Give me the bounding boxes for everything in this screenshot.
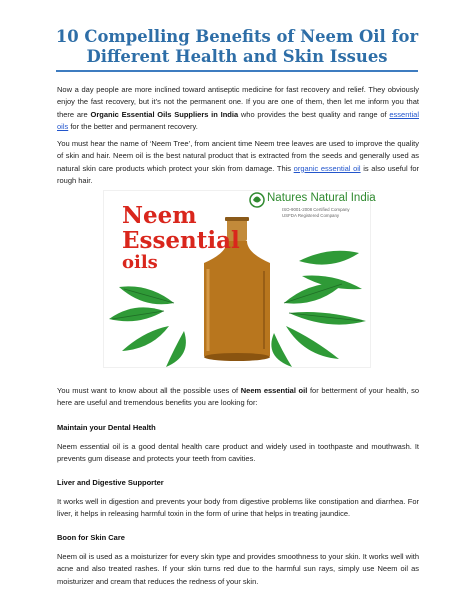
brand-certifications: [282, 207, 350, 219]
text-run: who provides the best quality and range of: [238, 109, 390, 119]
document-title: 10 Compelling Benefits of Neem Oil for Different Health and Skin Issues: [55, 27, 419, 66]
intro-paragraph-1: [57, 84, 419, 133]
text-run: is also useful for rough hair.: [57, 163, 419, 185]
paragraph-liver-digestive: It works well in digestion and prevents your body from digestive problems like constipation and diarrhea. For liver, it helps in releasing harmful toxin in the form of urine that helps in treating jaundice.: [57, 497, 419, 519]
text-run: You must hear the name of ‘Neem Tree’, from ancient time Neem tree leaves are used to improve the quality of skin and hair. Neem oil is the best natural product that is extracted from the seeds and generally used as natural skin care products which protect your skin from damage. This: [57, 139, 419, 173]
text-run: for the better and permanent recovery.: [68, 121, 198, 131]
brand-name: Natures Natural India: [267, 192, 376, 204]
heading-liver-digestive: Liver and Digestive Supporter: [57, 478, 164, 487]
paragraph-skin-care: Neem oil is used as a moisturizer for every skin type and provides smoothness to your skin. It works well with acne and also treated rashes. If your skin turns red due to the harmful sun rays, simply use Neem oil as moisturizer and cream that reduces the redness of your skin.: [57, 552, 419, 586]
neem-essential-oils-label: [122, 203, 242, 273]
brand-cert-line-1: ISO-9001-2008 Certified Company: [282, 207, 350, 212]
text-run: for betterment of your health, so here are useful and tremendous benefits you are looking for:: [57, 386, 419, 408]
title-underline: [56, 70, 418, 72]
heading-skin-care: Boon for Skin Care: [57, 533, 125, 542]
bold-phrase-suppliers: Organic Essential Oils Suppliers in India: [90, 109, 239, 119]
brand-logo-icon: [250, 193, 264, 207]
label-line-1: Neem: [122, 202, 197, 229]
benefits-intro-paragraph: [57, 385, 419, 410]
bold-phrase-neem-oil: Neem essential oil: [240, 386, 308, 395]
brand-cert-line-2: USFDA Registered Company: [282, 213, 340, 218]
intro-paragraph-2: [57, 138, 419, 187]
organic-essential-oil-link[interactable]: organic essential oil: [293, 163, 361, 173]
label-line-2: Essential: [122, 227, 240, 254]
essential-oils-link[interactable]: essential oils: [57, 109, 419, 131]
paragraph-dental-health: Neem essential oil is a good dental health care product and widely used in toothpaste and mouthwash. It prevents gum disease and protects your teeth from cavities.: [57, 442, 419, 464]
label-line-3: oils: [122, 252, 158, 273]
heading-dental-health: Maintain your Dental Health: [57, 423, 156, 432]
text-run: You must want to know about all the possible uses of: [57, 386, 241, 395]
text-run: Now a day people are more inclined toward antiseptic medicine for fast recovery and relief. They obviously enjoy the fast recovery, but it’s not the permanent one. If you are one of them, then let me inform you that there are: [57, 85, 419, 119]
neem-oil-product-image: [103, 190, 376, 368]
